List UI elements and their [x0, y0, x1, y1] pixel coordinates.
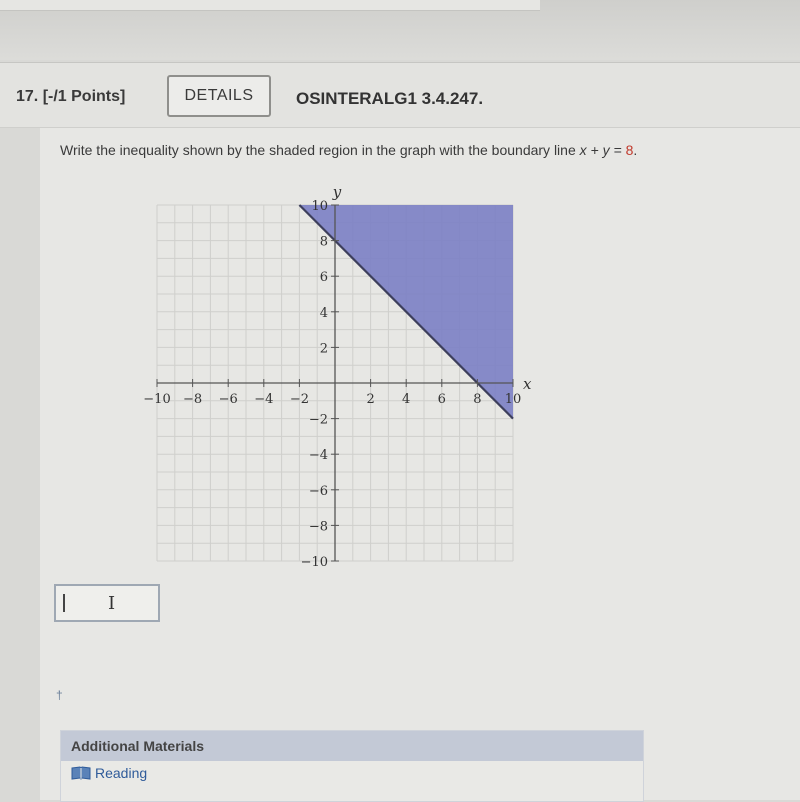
reading-link[interactable]: [71, 765, 147, 781]
y-tick-label: 10: [311, 199, 328, 214]
y-tick-label: −4: [308, 448, 328, 464]
additional-materials-panel: [60, 730, 644, 802]
y-tick-label: 6: [319, 270, 328, 286]
footnote-mark: †: [56, 688, 63, 702]
previous-panel-edge: [0, 0, 540, 11]
question-header: [0, 62, 800, 128]
reading-link-label: Reading: [95, 765, 148, 781]
x-tick-label: −6: [218, 392, 238, 407]
x-tick-label: 2: [366, 392, 375, 407]
y-axis-label: y: [332, 183, 342, 201]
prompt-equation: x + y =: [579, 142, 626, 158]
x-tick-label: −8: [183, 392, 203, 407]
x-tick-label: 4: [402, 392, 411, 407]
y-tick-label: −10: [300, 555, 328, 570]
x-tick-label: 6: [437, 392, 446, 407]
x-axis-label: x: [523, 375, 532, 393]
text-caret: [63, 594, 65, 612]
additional-materials-header: Additional Materials: [61, 731, 643, 761]
prompt-end: .: [633, 142, 638, 158]
answer-input[interactable]: [54, 584, 160, 622]
y-tick-label: 8: [319, 234, 328, 250]
x-tick-label: −10: [143, 392, 171, 407]
x-tick-label: −2: [289, 392, 309, 407]
question-code: OSINTERALG1 3.4.247.: [296, 89, 484, 108]
y-tick-label: −8: [308, 519, 328, 535]
x-tick-label: −4: [254, 392, 274, 407]
x-tick-label: 8: [473, 392, 482, 407]
browser-top-area: [0, 0, 800, 60]
y-tick-label: −2: [308, 412, 328, 428]
y-tick-label: 4: [319, 305, 328, 321]
question-prompt: [60, 142, 637, 158]
x-tick-label: 10: [504, 392, 522, 407]
y-tick-label: −6: [308, 483, 328, 499]
details-button[interactable]: DETAILS: [167, 75, 271, 117]
y-tick-label: 2: [319, 341, 328, 357]
inequality-graph: [130, 170, 550, 580]
question-number: 17. [-/1 Points]: [16, 88, 126, 105]
book-icon: [71, 765, 91, 781]
prompt-equation-value: 8: [625, 142, 634, 158]
prompt-text: Write the inequality shown by the shaded region in the graph with the boundary line: [60, 142, 580, 158]
text-cursor-icon: I: [108, 593, 116, 614]
